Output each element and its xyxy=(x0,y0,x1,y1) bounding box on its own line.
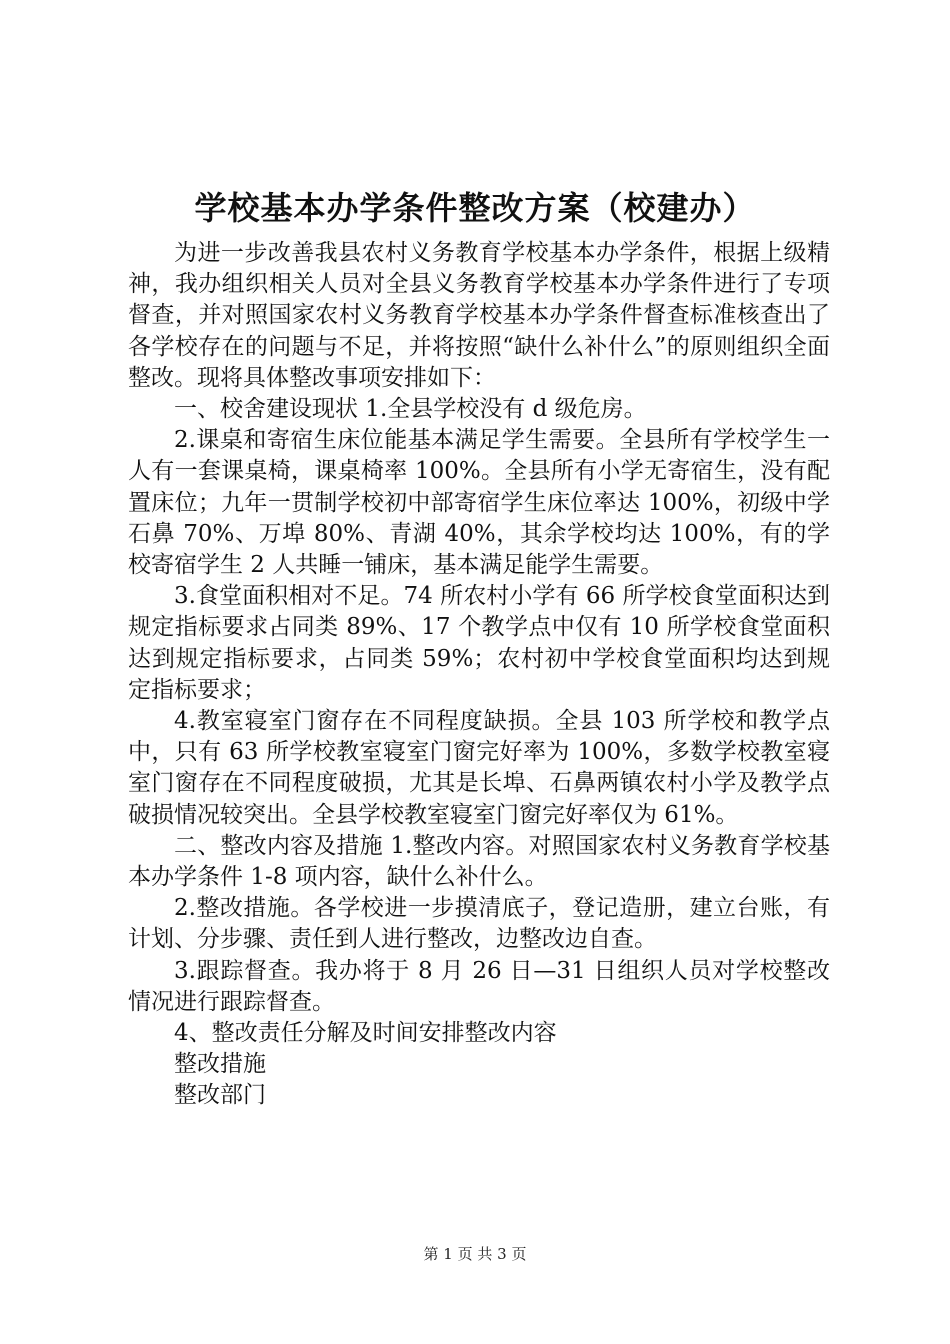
paragraph-section-1: 一、校舍建设现状 1.全县学校没有 d 级危房。 xyxy=(174,396,647,423)
paragraph-measures-heading: 整改措施 xyxy=(174,1051,266,1078)
paragraph-department-heading: 整改部门 xyxy=(174,1082,266,1109)
paragraph-section-2: 二、整改内容及措施 1.整改内容。对照国家农村义务教育学校基本办学条件 1-8 项内容，缺什么补什么。 xyxy=(128,832,830,891)
page-footer: 第 1 页 共 3 页 xyxy=(423,1245,527,1263)
paragraph-supervision: 3.跟踪督查。我办将于 8 月 26 日—31 日组织人员对学校整改情况进行跟踪督查。 xyxy=(128,957,830,1015)
paragraph-item-2: 2.课桌和寄宿生床位能基本满足学生需要。全县所有学校学生一人有一套课桌椅，课桌椅率 100%。全县所有小学无寄宿生，没有配置床位；九年一贯制学校初中部寄宿学生床位率达 100%，初级中学石鼻 70%、万埠 80%、青湖 40%，其余学校均达 100%，有的学校寄宿学生 2 人共睡一铺床，基本满足能学生需要。 xyxy=(128,427,830,579)
paragraph-section-4: 4、整改责任分解及时间安排整改内容 xyxy=(174,1020,557,1047)
paragraph-intro: 为进一步改善我县农村义务教育学校基本办学条件，根据上级精神，我办组织相关人员对全县义务教育学校基本办学条件进行了专项督查，并对照国家农村义务教育学校基本办学条件督查标准核查出了各学校存在的问题与不足，并将按照“缺什么补什么”的原则组织全面整改。现将具体整改事项安排如下： xyxy=(128,240,830,391)
paragraph-item-4: 4.教室寝室门窗存在不同程度缺损。全县 103 所学校和教学点中，只有 63 所学校教室寝室门窗完好率为 100%，多数学校教室寝室门窗存在不同程度破损，尤其是长埠、石鼻两镇农村小学及教学点破损情况较突出。全县学校教室寝室门窗完好率仅为 61%。 xyxy=(128,708,830,828)
document-title: 学校基本办学条件整改方案（校建办） xyxy=(194,189,756,227)
paragraph-item-3: 3.食堂面积相对不足。74 所农村小学有 66 所学校食堂面积达到规定指标要求占同类 89%、17 个教学点中仅有 10 所学校食堂面积达到规定指标要求，占同类 59%；农村初中学校食堂面积均达到规定指标要求； xyxy=(128,583,830,703)
document-body xyxy=(128,238,830,1112)
paragraph-measures: 2.整改措施。各学校进一步摸清底子，登记造册，建立台账，有计划、分步骤、责任到人进行整改，边整改边自查。 xyxy=(128,895,830,953)
